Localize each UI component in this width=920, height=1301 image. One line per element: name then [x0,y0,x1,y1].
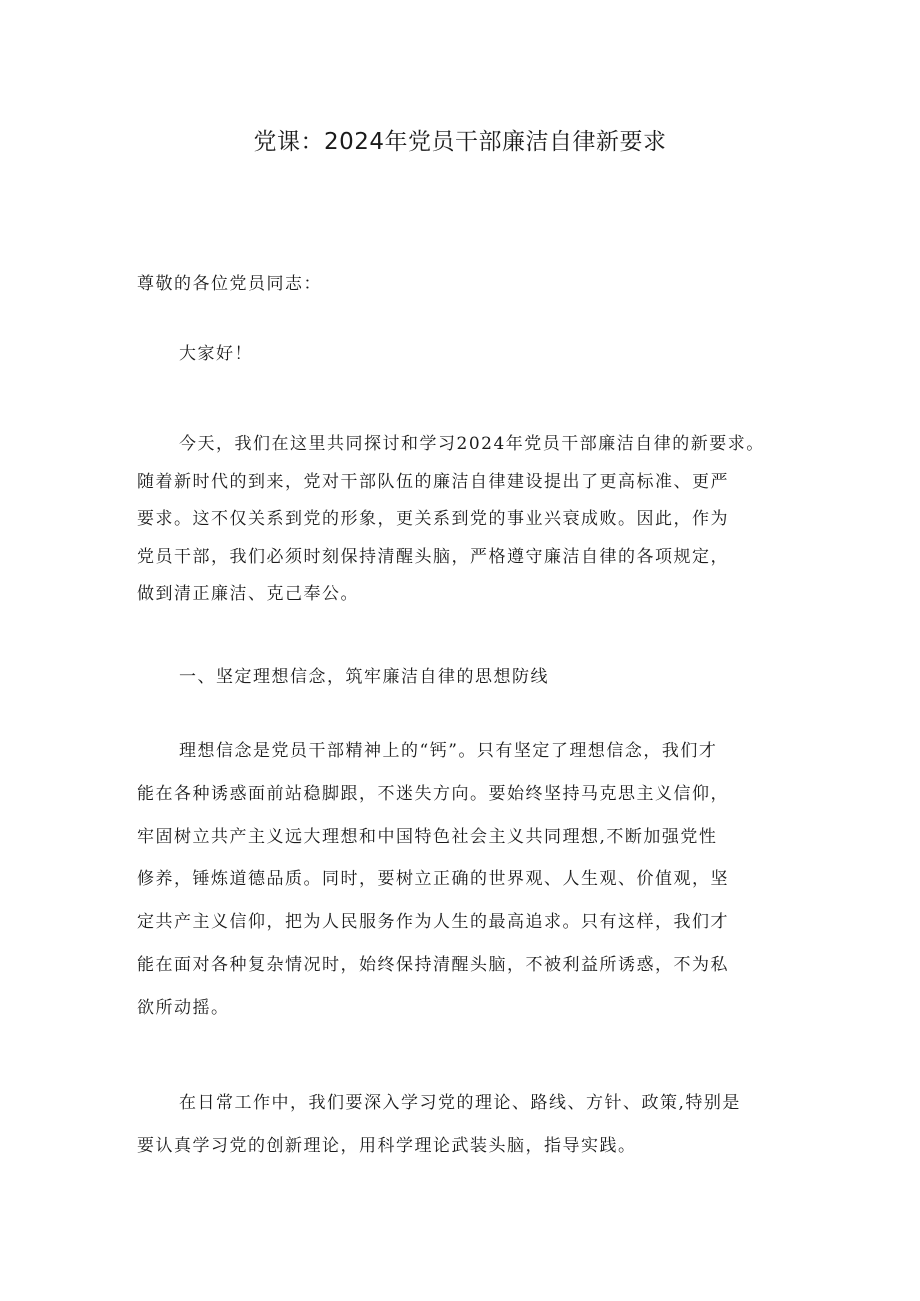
paragraph-line: 牢固树立共产主义远大理想和中国特色社会主义共同理想,不断加强党性 [137,827,718,847]
intro-line: 今天，我们在这里共同探讨和学习2024年党员干部廉洁自律的新要求。 [179,434,765,454]
intro-line: 要求。这不仅关系到党的形象，更关系到党的事业兴衰成败。因此，作为 [137,509,729,529]
paragraph-line: 修养，锤炼道德品质。同时，要树立正确的世界观、人生观、价值观，坚 [137,869,729,889]
paragraph-line: 在日常工作中，我们要深入学习党的理论、路线、方针、政策,特别是 [179,1093,741,1113]
greeting: 大家好！ [179,344,253,364]
intro-line: 随着新时代的到来，党对干部队伍的廉洁自律建设提出了更高标准、更严 [137,472,729,492]
paragraph-line: 能在各种诱惑面前站稳脚跟，不迷失方向。要始终坚持马克思主义信仰， [137,784,729,804]
paragraph-line: 定共产主义信仰，把为人民服务作为人生的最高追求。只有这样，我们才 [137,912,729,932]
paragraph-line: 欲所动摇。 [137,998,230,1018]
paragraph-line: 理想信念是党员干部精神上的“钙”。只有坚定了理想信念，我们才 [179,741,718,761]
section-heading: 一、坚定理想信念，筑牢廉洁自律的思想防线 [179,667,549,687]
paragraph-line: 要认真学习党的创新理论，用科学理论武装头脑，指导实践。 [137,1136,637,1156]
intro-line: 党员干部，我们必须时刻保持清醒头脑，严格遵守廉洁自律的各项规定， [137,547,729,567]
paragraph-line: 能在面对各种复杂情况时，始终保持清醒头脑，不被利益所诱惑，不为私 [137,955,729,975]
salutation: 尊敬的各位党员同志： [137,274,322,294]
document-title: 党课：2024年党员干部廉洁自律新要求 [253,129,667,155]
intro-line: 做到清正廉洁、克己奉公。 [137,584,359,604]
